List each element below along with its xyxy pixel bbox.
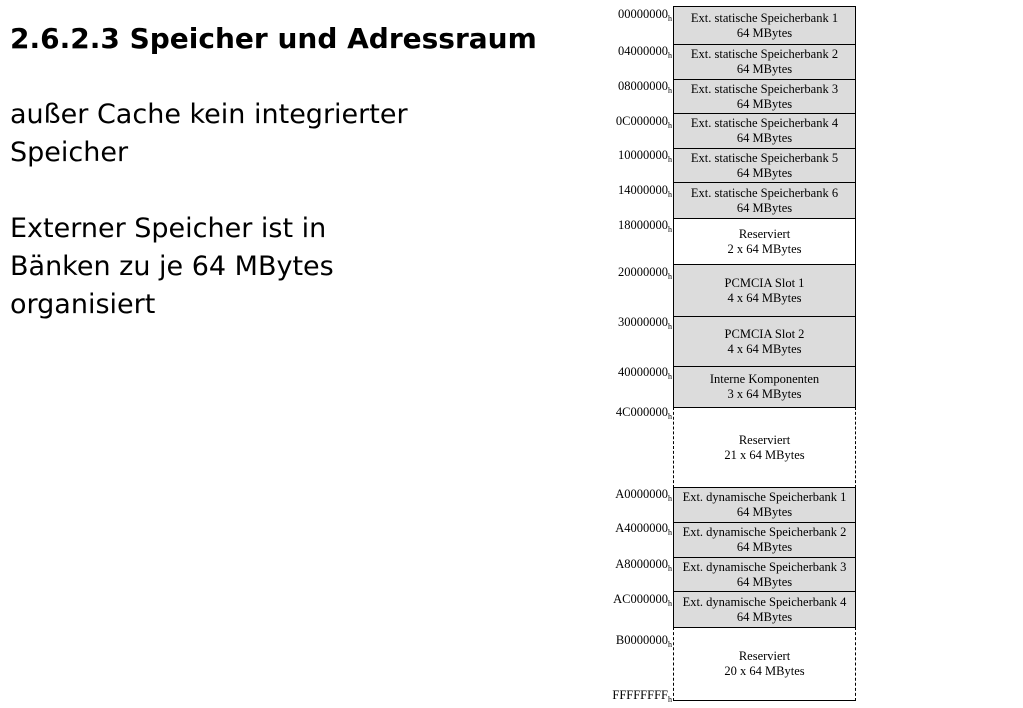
address-label	[618, 7, 672, 21]
address-label	[615, 521, 672, 535]
address-value: A8000000	[615, 557, 668, 571]
address-hex-suffix: h	[668, 372, 672, 381]
memory-region	[673, 6, 856, 45]
memory-region	[673, 557, 856, 592]
address-label	[618, 365, 672, 379]
memory-region-size: 64 MBytes	[736, 200, 793, 215]
memory-region-name: Ext. dynamische Speicherbank 3	[682, 559, 847, 574]
address-hex-suffix: h	[668, 155, 672, 164]
memory-region-name: Ext. statische Speicherbank 5	[690, 150, 839, 165]
address-label	[615, 487, 672, 501]
memory-region	[673, 591, 856, 628]
memory-region	[673, 316, 856, 367]
memory-region	[673, 113, 856, 149]
memory-region-name: Interne Komponenten	[709, 372, 820, 386]
memory-region-name: Ext. dynamische Speicherbank 4	[682, 594, 847, 609]
address-hex-suffix: h	[668, 412, 672, 421]
address-hex-suffix: h	[668, 14, 672, 23]
address-hex-suffix: h	[668, 86, 672, 95]
address-label	[616, 405, 672, 419]
address-hex-suffix: h	[668, 121, 672, 130]
address-value: 30000000	[618, 315, 668, 329]
memory-region	[673, 264, 856, 317]
memory-region-name: Ext. dynamische Speicherbank 2	[682, 525, 847, 539]
memory-region	[673, 487, 856, 523]
address-label	[618, 79, 672, 93]
memory-region-name: Ext. statische Speicherbank 3	[690, 81, 839, 96]
memory-region	[673, 148, 856, 183]
memory-map-diagram	[600, 0, 870, 708]
address-label	[618, 44, 672, 58]
address-label	[616, 633, 672, 647]
address-hex-suffix: h	[668, 695, 672, 704]
text-paragraph-banks: Externer Speicher ist in Bänken zu je 64 MBytes organisiert	[10, 213, 334, 320]
address-value: 40000000	[618, 365, 668, 379]
memory-region-size: 64 MBytes	[736, 540, 793, 554]
memory-region-name: PCMCIA Slot 1	[724, 275, 805, 290]
address-label	[612, 688, 672, 702]
memory-region-size: 64 MBytes	[736, 574, 793, 589]
memory-region-size: 2 x 64 MBytes	[727, 241, 802, 256]
address-hex-suffix: h	[668, 528, 672, 537]
slide-title: 2.6.2.3 Speicher und Adressraum	[10, 22, 537, 55]
address-hex-suffix: h	[668, 51, 672, 60]
address-value: AC000000	[613, 592, 668, 606]
memory-region-size: 64 MBytes	[736, 165, 793, 180]
memory-region-size: 64 MBytes	[736, 609, 793, 624]
memory-region-size: 64 MBytes	[736, 25, 793, 40]
address-value: 04000000	[618, 44, 668, 58]
address-hex-suffix: h	[668, 322, 672, 331]
memory-region-size: 4 x 64 MBytes	[727, 290, 802, 305]
address-value: A0000000	[615, 487, 668, 501]
memory-region-name: Ext. statische Speicherbank 1	[690, 10, 839, 25]
memory-region	[673, 366, 856, 408]
address-hex-suffix: h	[668, 190, 672, 199]
memory-region-size: 21 x 64 MBytes	[724, 447, 805, 462]
address-value: 20000000	[618, 265, 668, 279]
address-label	[618, 218, 672, 232]
address-label	[618, 148, 672, 162]
memory-region	[673, 522, 856, 558]
address-label	[616, 114, 672, 128]
address-label	[613, 592, 672, 606]
memory-region-size: 64 MBytes	[736, 96, 793, 111]
address-value: 00000000	[618, 7, 668, 21]
address-value: FFFFFFFF	[612, 688, 668, 702]
address-value: B0000000	[615, 633, 668, 647]
memory-region	[673, 44, 856, 80]
address-label	[618, 315, 672, 329]
memory-region	[673, 79, 856, 114]
memory-region	[673, 182, 856, 219]
memory-region-name: Ext. statische Speicherbank 2	[690, 47, 839, 61]
address-hex-suffix: h	[668, 599, 672, 608]
memory-region	[673, 218, 856, 265]
memory-region-name: Ext. statische Speicherbank 6	[690, 185, 839, 200]
address-value: 4C000000	[615, 405, 668, 419]
address-label	[615, 557, 672, 571]
address-label	[618, 183, 672, 197]
address-value: A4000000	[615, 521, 668, 535]
address-value: 14000000	[618, 183, 668, 197]
address-hex-suffix: h	[668, 225, 672, 234]
address-value: 10000000	[618, 148, 668, 162]
memory-region-size: 64 MBytes	[736, 505, 793, 519]
address-label	[618, 265, 672, 279]
memory-region-name: Reserviert	[738, 432, 791, 447]
memory-region-name: Reserviert	[738, 226, 791, 241]
address-value: 18000000	[618, 218, 668, 232]
memory-region-size: 64 MBytes	[736, 62, 793, 76]
address-hex-suffix: h	[668, 564, 672, 573]
address-hex-suffix: h	[668, 494, 672, 503]
memory-region-name: Ext. statische Speicherbank 4	[690, 116, 839, 130]
memory-region-size: 4 x 64 MBytes	[727, 341, 802, 356]
text-paragraph-cache: außer Cache kein integrierter Speicher	[10, 99, 408, 168]
memory-region-size: 20 x 64 MBytes	[724, 664, 805, 678]
address-value: 08000000	[618, 79, 668, 93]
memory-region-size: 64 MBytes	[736, 131, 793, 145]
address-hex-suffix: h	[668, 640, 672, 649]
address-hex-suffix: h	[668, 272, 672, 281]
memory-region-name: PCMCIA Slot 2	[724, 326, 805, 341]
address-value: 0C000000	[615, 114, 668, 128]
memory-region-name: Ext. dynamische Speicherbank 1	[682, 490, 847, 504]
memory-region-size: 3 x 64 MBytes	[727, 387, 802, 401]
memory-region-name: Reserviert	[738, 649, 791, 663]
memory-region	[673, 407, 856, 488]
memory-region	[673, 627, 856, 701]
